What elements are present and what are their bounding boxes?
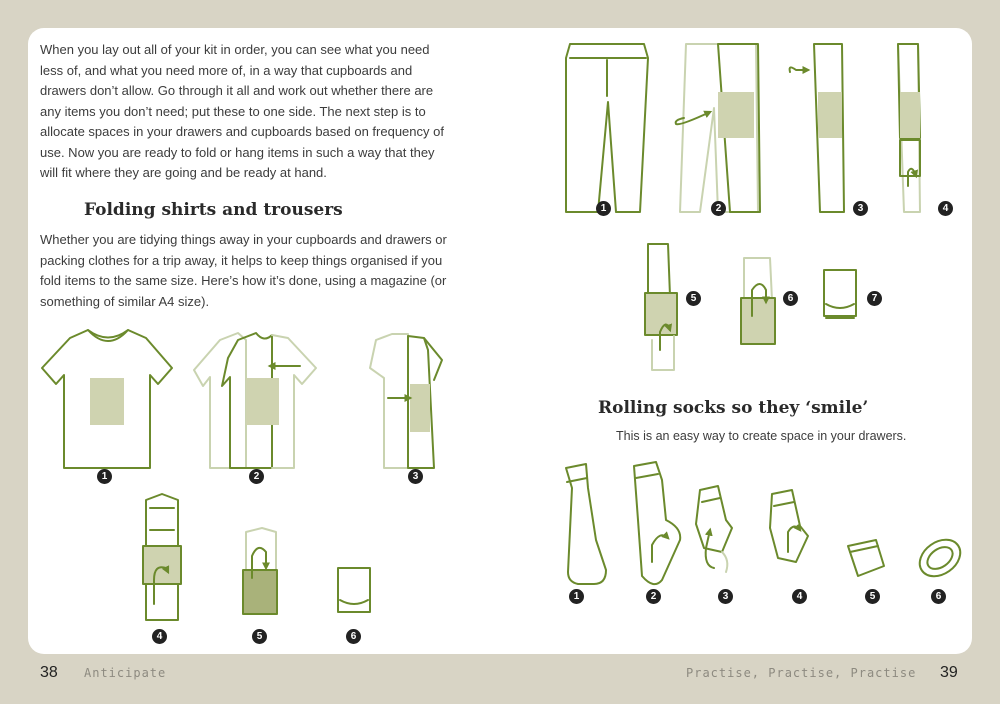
shirt-step-number: 1 xyxy=(97,469,112,484)
folding-paragraph: Whether you are tidying things away in your cupboards and drawers or packing clothes for a trip away, it helps to keep things organised if you fold items to the same size. Here’s how it’s done, using a magazine (or something of similar A4 size). xyxy=(40,232,447,309)
sock-step-number: 6 xyxy=(931,589,946,604)
sock-step-number: 3 xyxy=(718,589,733,604)
shirt-step1-illustration xyxy=(42,330,172,468)
trouser-step-number: 2 xyxy=(711,201,726,216)
sock-step-number: 2 xyxy=(646,589,661,604)
sock-step-number: 5 xyxy=(865,589,880,604)
shirt-step3-illustration xyxy=(370,334,442,468)
trouser-step-number: 1 xyxy=(596,201,611,216)
trouser-step-number: 7 xyxy=(867,291,882,306)
trouser-step5-illustration xyxy=(645,244,677,370)
sock-step-number: 1 xyxy=(569,589,584,604)
trouser-step7-illustration xyxy=(824,270,856,318)
trouser-step3-illustration xyxy=(790,44,844,212)
sock-step3-illustration xyxy=(696,486,732,572)
trouser-step-number: 6 xyxy=(783,291,798,306)
shirt-step-number: 2 xyxy=(249,469,264,484)
sock-step4-illustration xyxy=(770,490,808,562)
trouser-step-number: 3 xyxy=(853,201,868,216)
shirt-step-number: 5 xyxy=(252,629,267,644)
right-page-number: 39 xyxy=(940,664,958,681)
left-section-title: Anticipate xyxy=(84,666,167,680)
shirt-step2-illustration xyxy=(194,333,316,468)
shirt-step4-illustration xyxy=(143,494,181,620)
shirt-step5-illustration xyxy=(243,528,277,614)
folding-heading: Folding shirts and trousers xyxy=(84,200,343,220)
right-section-title: Practise, Practise, Practise xyxy=(686,666,917,680)
sock-step6-illustration xyxy=(913,532,967,583)
socks-intro: This is an easy way to create space in your drawers. xyxy=(616,429,907,443)
trouser-step6-illustration xyxy=(741,258,775,344)
trouser-step-number: 5 xyxy=(686,291,701,306)
shirt-step-number: 3 xyxy=(408,469,423,484)
sock-step2-illustration xyxy=(634,462,680,584)
sock-step5-illustration xyxy=(848,540,884,576)
trouser-step1-illustration xyxy=(566,44,648,212)
shirt-step-number: 4 xyxy=(152,629,167,644)
trouser-step4-illustration xyxy=(898,44,920,212)
socks-heading: Rolling socks so they ‘smile’ xyxy=(598,398,869,418)
shirt-step-number: 6 xyxy=(346,629,361,644)
intro-paragraph: When you lay out all of your kit in order, you can see what you need less of, and what you need more of, in a way that cupboards and drawers don’t allow. Go through it all and work out whether there are any items you don’t need; put these to one side. The next step is to allocate spaces in your drawers and cupboards based on frequency of use. Now you are ready to fold or hang items in such a way that they will fit where they are going and be ready at hand. xyxy=(40,42,444,180)
trouser-step2-illustration xyxy=(676,44,760,212)
sock-step-number: 4 xyxy=(792,589,807,604)
trouser-step-number: 4 xyxy=(938,201,953,216)
sock-step1-illustration xyxy=(566,464,606,584)
left-page-number: 38 xyxy=(40,664,58,681)
shirt-step6-illustration xyxy=(338,568,370,612)
